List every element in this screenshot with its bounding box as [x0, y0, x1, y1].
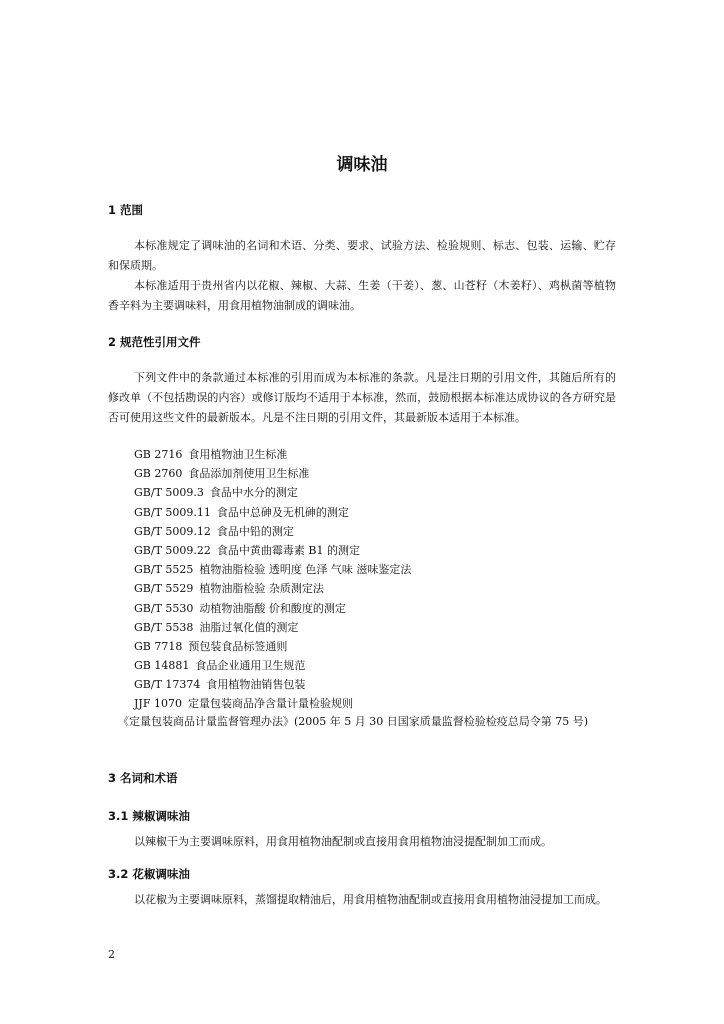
section-3-heading: 3 名词和术语 — [108, 771, 178, 785]
reference-code: GB 2760 — [134, 467, 183, 481]
reference-item — [134, 656, 411, 675]
subsection-3-1-text: 以辣椒干为主要调味原料，用食用植物油配制或直接用食用植物油浸提配制加工而成。 — [134, 835, 552, 848]
reference-code: GB/T 17374 — [134, 678, 201, 692]
reference-name: 食品中铅的测定 — [216, 524, 294, 538]
reference-name: 食用植物油销售包装 — [206, 678, 306, 692]
reference-code: GB/T 5525 — [134, 563, 194, 577]
section-1-body — [108, 236, 616, 316]
reference-name: 食品企业通用卫生规范 — [195, 659, 306, 673]
reference-code: GB/T 5009.12 — [134, 524, 211, 538]
reference-name: 油脂过氧化值的测定 — [199, 620, 299, 634]
reference-code: JJF 1070 — [134, 697, 182, 711]
reference-name: 预包装食品标签通则 — [188, 639, 288, 653]
reference-code: GB/T 5529 — [134, 582, 194, 596]
section-2-intro-text: 下列文件中的条款通过本标准的引用而成为本标准的条款。凡是注日期的引用文件，其随后所有的修改单（不包括勘误的内容）或修订版均不适用于本标准，然而，鼓励根据本标准达成协议的各方研究是否可使用这些文件的最新版本。凡是不注日期的引用文件，其最新版本适用于本标准。 — [108, 371, 616, 424]
reference-code: GB/T 5009.11 — [134, 505, 211, 519]
reference-item — [134, 579, 411, 598]
page-number: 2 — [108, 948, 115, 961]
reference-name: 植物油脂检验 杂质测定法 — [199, 582, 324, 596]
reference-item — [134, 541, 411, 560]
reference-list — [134, 445, 411, 714]
reference-item — [134, 637, 411, 656]
reference-note: 《定量包装商品计量监督管理办法》(2005 年 5 月 30 日国家质量监督检验检疫总局令第 75 号) — [118, 715, 589, 728]
document-title: 调味油 — [336, 155, 388, 175]
subsection-3-1-heading: 3.1 辣椒调味油 — [108, 809, 190, 823]
section-1-paragraph: 本标准适用于贵州省内以花椒、辣椒、大蒜、生姜（干姜）、葱、山苍籽（木姜籽）、鸡枞菌等植物香辛料为主要调味料，用食用植物油制成的调味油。 — [108, 279, 616, 312]
reference-code: GB 14881 — [134, 659, 190, 673]
reference-name: 食品添加剂使用卫生标准 — [188, 467, 310, 481]
reference-item — [134, 522, 411, 541]
reference-name: 定量包装商品净含量计量检验规则 — [187, 697, 353, 711]
reference-item — [134, 618, 411, 637]
reference-name: 动植物油脂酸 价和酸度的测定 — [199, 601, 346, 615]
reference-item — [134, 464, 411, 483]
reference-item — [134, 503, 411, 522]
section-2-intro — [108, 368, 616, 428]
reference-item — [134, 560, 411, 579]
subsection-3-2-body — [108, 890, 616, 910]
reference-item — [134, 483, 411, 502]
reference-name: 食品中总砷及无机砷的测定 — [216, 505, 349, 519]
section-2-heading: 2 规范性引用文件 — [108, 335, 201, 349]
subsection-3-2-text: 以花椒为主要调味原料，蒸馏提取精油后，用食用植物油配制或直接用食用植物油浸提加工而成。 — [134, 893, 607, 906]
subsection-3-1-body — [108, 832, 616, 852]
reference-item — [134, 694, 411, 713]
reference-name: 食品中水分的测定 — [209, 486, 298, 500]
subsection-3-2-heading: 3.2 花椒调味油 — [108, 867, 190, 881]
reference-name: 食用植物油卫生标准 — [188, 448, 288, 461]
section-1-heading: 1 范围 — [108, 203, 144, 217]
reference-code: GB 7718 — [134, 639, 183, 653]
reference-item — [134, 445, 411, 464]
reference-item — [134, 599, 411, 618]
section-1-paragraph: 本标准规定了调味油的名词和术语、分类、要求、试验方法、检验规则、标志、包装、运输、贮存和保质期。 — [108, 239, 616, 272]
reference-code: GB 2716 — [134, 448, 183, 461]
reference-code: GB/T 5530 — [134, 601, 194, 615]
reference-code: GB/T 5538 — [134, 620, 194, 634]
reference-name: 植物油脂检验 透明度 色泽 气味 滋味鉴定法 — [199, 563, 412, 577]
reference-name: 食品中黄曲霉毒素 B1 的测定 — [216, 543, 360, 557]
reference-code: GB/T 5009.3 — [134, 486, 204, 500]
reference-item — [134, 675, 411, 694]
reference-code: GB/T 5009.22 — [134, 543, 211, 557]
